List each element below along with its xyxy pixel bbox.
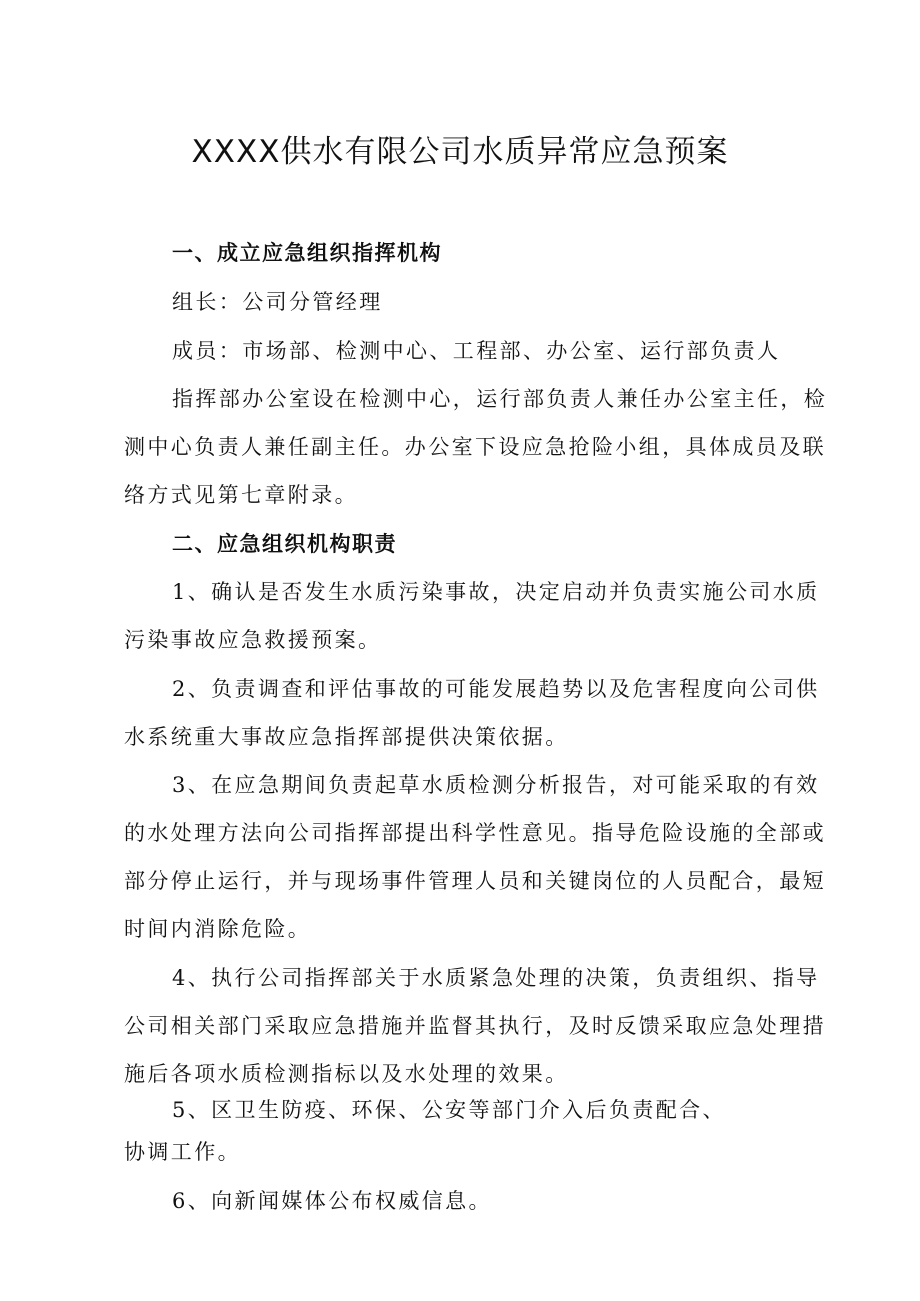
text-line: 的水处理方法向公司指挥部提出科学性意见。指导危险设施的全部或 bbox=[124, 821, 826, 845]
text-line: 公司相关部门采取应急措施并监督其执行，及时反馈采取应急处理措 bbox=[124, 1014, 826, 1038]
text-line-leader: 组长：公司分管经理 bbox=[172, 290, 383, 314]
text-line: 水系统重大事故应急指挥部提供决策依据。 bbox=[124, 725, 569, 749]
text-line: 协调工作。 bbox=[124, 1140, 241, 1164]
text-line: 污染事故应急救援预案。 bbox=[124, 628, 382, 652]
text-line-item-1: 1、确认是否发生水质污染事故，决定启动并负责实施公司水质 bbox=[172, 580, 820, 604]
text-line-item-3: 3、在应急期间负责起草水质检测分析报告，对可能采取的有效 bbox=[172, 773, 820, 797]
text-line-item-6: 6、向新闻媒体公布权威信息。 bbox=[172, 1189, 492, 1213]
text-line: 测中心负责人兼任副主任。办公室下设应急抢险小组，具体成员及联 bbox=[124, 435, 826, 459]
text-line-item-5: 5、区卫生防疫、环保、公安等部门介入后负责配合、 bbox=[172, 1098, 726, 1122]
section-heading-1: 一、成立应急组织指挥机构 bbox=[172, 241, 442, 265]
text-line-item-4: 4、执行公司指挥部关于水质紧急处理的决策，负责组织、指导 bbox=[172, 966, 820, 990]
section-heading-2: 二、应急组织机构职责 bbox=[172, 532, 397, 556]
text-line: 部分停止运行，并与现场事件管理人员和关键岗位的人员配合，最短 bbox=[124, 869, 826, 893]
text-line: 施后各项水质检测指标以及水处理的效果。 bbox=[124, 1062, 569, 1086]
text-line: 时间内消除危险。 bbox=[124, 917, 312, 941]
text-line-members: 成员：市场部、检测中心、工程部、办公室、运行部负责人 bbox=[172, 339, 781, 363]
text-line: 络方式见第七章附录。 bbox=[124, 483, 358, 507]
document-title: XXXX供水有限公司水质异常应急预案 bbox=[191, 134, 729, 170]
text-line: 指挥部办公室设在检测中心，运行部负责人兼任办公室主任，检 bbox=[172, 387, 828, 411]
text-line-item-2: 2、负责调查和评估事故的可能发展趋势以及危害程度向公司供 bbox=[172, 677, 820, 701]
